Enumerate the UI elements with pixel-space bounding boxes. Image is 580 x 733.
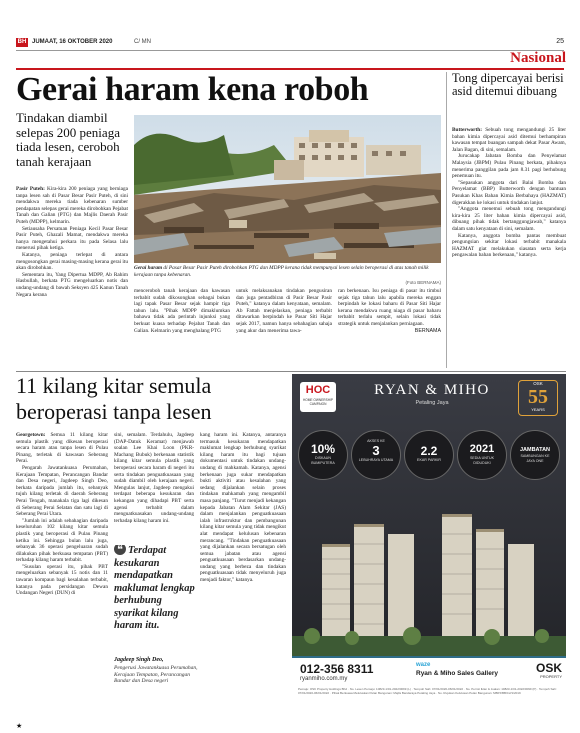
header-bar bbox=[16, 37, 564, 49]
story2-para: sini, semalam. Terdahulu, Jagdeep (DAP-Datuk Keramat) menjawab soalan Lee Khai Loon (PKR-Machang Bubuk) berkenaan statistik kilang kitar semula plastik yang beroperasi secara haram di negeri itu serta tindakan penguatkuasaan yang sudah diambil oleh kerajaan negeri. Mengulas lanjut, Jagdeep mengakui terdapat beberapa kesukaran dan kekangan yang dihadapi PBT serta agensi terbabit dalam menguatkuasakan undang-undang terhadap kilang haram ini. bbox=[114, 432, 194, 524]
quote-name: Jagdeep Singh Deo, bbox=[114, 657, 164, 663]
story1-column-4 bbox=[338, 288, 441, 368]
page-number: 25 bbox=[556, 38, 564, 45]
quote-mark-icon: ❝ bbox=[114, 545, 126, 555]
story2-para: "Susulan operasi itu, pihak PBT mengeluarkan sebanyak 15 notis dan 11 tawaran kompaun bagi kesalahan terbabit, katanya pada persidangan Dewan Undangan Negeri (DUN) di bbox=[16, 563, 108, 597]
story1-para: Sementara itu, Yang Dipertua MDPP, Ab Rahim Hasbullah, berkata PTG mengeluarkan notis dan undang-undang di bawah Seksyen 425 Kanun Tanah Negara kerana bbox=[16, 271, 128, 298]
side-headline: Tong dipercayai berisi asid ditemui dibuang bbox=[452, 72, 564, 98]
story2-para: kang haram ini. Katanya, antaranya termasuk kesukaran mendapatkan maklumat lengkap berhubung syarikat kilang haram itu bagi tujuan dokumentasi untuk tindakan undang-undang di mahkamah. Katanya, agensi berkenaan juga sukar mendapatkan bukti aktiviti atau kesalahan yang sedang dijalankan selain proses tindakan mahkamah yang mengambil masa panjang. "Turut menjadi kekangan kepada Jabatan Alam Sekitar (JAS) dalam menjalankan penguatkuasaan ialah infrastruktur dan pembangunan kilang kitar semula yang tidak mengikut alat mendapat kelulusan kebenaran merancang. "Tindakan penguatkuasaan yang dijalankan secara bersatugan oleh semua jabatan atau agensi penguatkuasaan berdasarkan undang-undang yang berbeza dan tindakan penguatkuasaan tidak menyeluruh juga menjadi faktor," katanya. bbox=[200, 432, 286, 584]
story1-para: menceroboh tanah kerajaan dan kawasan terbabit sudah dikosongkan sebagai bukan lagi tapak Pasar Besar sejak hampir tiga tahun lalu. "Pihak MDPP dimaklumkan bahawa tidak ada perintah injunksi yang berkuat kuasa terhadap Pejabat Tanah dan Galian. Kelmarin yang menghalang PTG bbox=[134, 288, 230, 334]
story1-dateline: Pasir Puteh: bbox=[16, 186, 45, 192]
osk-badge-sub: YEARS bbox=[531, 407, 545, 412]
hoc-caption: HOME OWNERSHIP CAMPAIGN bbox=[302, 398, 334, 406]
waze-icon: waze bbox=[416, 662, 431, 668]
advert-fine-print: Pemaju: OSK Property Holdings Bhd · No. Lesen Pemaju: 10823-1/01-2022/0099 (L) · Tempoh Sah: 07/01/2020-06/01/2022 · No. Permit Iklan & Jualan: 10823-1/01-2022/0099 (P) · Tempoh Sah: 07/01/2020-06/01/2022 · Pihak Berkuasa Meluluskan Pelan Bangunan: Majlis Bandaraya Petaling Jaya · No. Rujukan Kelulusan Pelan Bangunan: MBPJ/BB/C2/1/2019 bbox=[298, 688, 557, 695]
feature-value: 2021 bbox=[469, 443, 495, 455]
feature-label: SEDIA UNTUK DIDUDUKI bbox=[470, 456, 494, 465]
hoc-badge bbox=[300, 382, 336, 412]
side-dateline: Butterworth: bbox=[452, 127, 483, 133]
feature-circle bbox=[298, 430, 348, 480]
osk-55-badge bbox=[518, 380, 558, 416]
feature-circle bbox=[457, 430, 507, 480]
edition-mark: C/ MN bbox=[134, 39, 151, 45]
advert-phone[interactable]: 012-356 8311 bbox=[300, 662, 374, 676]
quote-title: Pengerusi Jawatankuasa Perumahan, Kerajaan Tempatan, Perancangan Bandar dan Desa negeri bbox=[114, 665, 198, 684]
story1-para: Setiausaha Persatuan Peniaga Kecil Pasar Besar Pasir Puteh, Ghazali Mamat, mendakwa mereka hanya mengetahui perkara itu pada Selasa lalu menerusi pihak ketiga. bbox=[16, 225, 128, 252]
feature-circle bbox=[404, 430, 454, 480]
demolition-photo bbox=[134, 115, 441, 263]
feature-circles bbox=[298, 430, 562, 482]
photo-credit: (Foto BERNAMA) bbox=[405, 280, 441, 285]
property-advert[interactable] bbox=[292, 374, 566, 718]
story1-para: untuk melaksanakan tindakan pengusiran dan juga pentadbiran di Pasir Besar Pasir Puteh," katanya dalam kenyataan, semalam. Ab Fattah menjelaskan, peniaga terbabit ditawarkan berpindah ke Pasar Siti Hajar sejak 2017, namun hanya sebahagian sahaja yang akur dan menerima tawa- bbox=[236, 288, 332, 334]
footer-star-icon: ★ bbox=[16, 722, 23, 730]
advert-location: Petaling Jaya bbox=[415, 400, 449, 406]
feature-value: 2.2 bbox=[420, 444, 438, 458]
feature-label: DISKAUN BUMIPUTERA bbox=[311, 456, 335, 465]
bh-logo: BH bbox=[17, 39, 27, 45]
feature-label: LEBUHRAYA UTAMA bbox=[358, 457, 394, 462]
story2-column-1 bbox=[16, 432, 108, 717]
story1-para: ran berkenaan. Isu peniaga di pasar itu timbul sejak tiga tahun lalu apabila mereka enggan berpindah ke lokasi baharu di Pasar Siti Hajar kerana mendakwa ruang niaga di pasar baharu terbabit terlalu sempit, selain lokasi tidak strategik untuk menjalankan perniagaan. bbox=[338, 288, 441, 327]
story1-para: Kira-kira 200 peniaga yang berniaga tanpa lesen sah di Pasar Besar Pasir Puteh, di sini mendakwa mereka tiada kebenaran sumber pendapatan selepas gerai mereka dirobohkan Pejabat Tanah dan Galian (PTG) dan Majlis Daerah Pasir Puteh (MDPP), kelmarin. bbox=[16, 186, 128, 225]
feature-value: 10% bbox=[310, 442, 336, 456]
caption-lead: Gerai haram bbox=[134, 265, 163, 271]
story1-deck: Tindakan diambil selepas 200 peniaga tiada lesen, ceroboh tanah kerajaan bbox=[16, 111, 120, 169]
issue-date: JUMAAT, 16 OKTOBER 2020 bbox=[32, 39, 113, 45]
advert-brand: RYAN & MIHO bbox=[374, 382, 490, 398]
waze-destination[interactable]: Ryan & Miho Sales Gallery bbox=[416, 670, 499, 677]
story2-para: Semua 11 kilang kitar semula plastik yang dikesan beroperasi secara haram atau tanpa lesen di Pulau Pinang, terletak di kawasan Seberang Perai. bbox=[16, 432, 108, 465]
story1-para: Katanya, peniaga terlepat di antara mengosongkan gerai masing-masing kerana gerai itu akan dirobohkan. bbox=[16, 251, 128, 272]
side-para: Katanya, anggota bomba pantas membuat pengungsian sekitar lokasi terbabit manakala HAZMAT giat melakukan siasatan serta kerja pengawalan bahan berkenaan," katanya. bbox=[452, 232, 566, 259]
quote-text: Terdapat kesukaran mendapatkan maklumat lengkap berhubung syarikat kilang haram itu. bbox=[114, 545, 195, 631]
story1-column-1 bbox=[16, 186, 128, 368]
osk-logo-text: OSK bbox=[535, 661, 562, 675]
section-label: Nasional bbox=[510, 50, 566, 66]
story2-headline: 11 kilang kitar semula beroperasi tanpa lesen bbox=[16, 373, 212, 424]
feature-circle bbox=[351, 430, 401, 480]
hoc-logo: HOC bbox=[305, 384, 331, 396]
feature-value: JAMBATAN bbox=[519, 447, 551, 453]
feature-value: 3 bbox=[372, 442, 380, 458]
feature-circle bbox=[510, 430, 560, 480]
story2-column-2 bbox=[114, 432, 194, 542]
side-body bbox=[452, 127, 566, 367]
story1-headline: Gerai haram kena roboh bbox=[16, 71, 369, 108]
feature-label: EKAR PARKIR bbox=[417, 458, 441, 462]
story2-dateline: Georgetown: bbox=[16, 432, 46, 438]
osk-badge-number: 55 bbox=[528, 386, 548, 408]
story1-column-2 bbox=[134, 288, 230, 368]
osk-badge-top: OSK bbox=[533, 381, 543, 386]
story1-tag: BERNAMA bbox=[414, 327, 441, 334]
photo-caption bbox=[134, 265, 441, 281]
story2-para: "Jumlah ini adalah sebahagian daripada keseluruhan 102 kilang kitar semula plastik yang beroperasi di Pulau Pinang ketika ini. Sehingga bulan lalu juga, sebanyak 36 operasi pengeluaran sudah dilakukan pihak berkuasa tempatan (PBT) terhadap kilang haram terbabit. bbox=[16, 517, 108, 564]
caption-text: di Pasar Besar Pasir Puteh dirobohkan PTG dan MDPP kerana tidak mempunyai lesen selain beroperasi di atas tanah milik kerajaan tanpa kebenaran. bbox=[134, 265, 429, 278]
story-divider bbox=[16, 371, 566, 372]
pull-quote bbox=[114, 545, 198, 717]
feature-top: AKSES KE bbox=[367, 439, 385, 443]
side-para: Sebuah tong mengandungi 25 liter bahan kimia dipercayai asid ditemui berhampiran kawasan tempat buangan sampah dekat Pasar Awam, Jalan Bagan, di sini, semalam. bbox=[452, 127, 566, 153]
story2-column-3 bbox=[200, 432, 286, 717]
story2-para: Pengarah Jawatankuasa Perumahan, Kerajaan Tempatan, Perancangan Bandar dan Desa negeri, Jagdeep Singh Deo, berkata daripada jumlah itu, sebanyak tujuh kilang terletak di daerah Seberang Perai Tengah, manakala tiga lagi dikesan di Seberang Perai Selatan dan satu lagi di Seberang Perai Utara. bbox=[16, 464, 108, 518]
side-para: "Anggota menemui sebuah tong mengandungi kira-kira 25 liter bahan kimia dipercayai asid, dibuang pihak tidak bertanggungjawab," katanya dalam satu kenyataan di sini, semalam. bbox=[452, 206, 566, 232]
advert-website[interactable]: ryanmiho.com.my bbox=[300, 676, 348, 682]
side-divider bbox=[446, 72, 447, 368]
feature-label: SAMBUNGAN KE JAYA ONE bbox=[520, 454, 550, 463]
osk-logo-sub: PROPERTY bbox=[540, 674, 562, 679]
story1-column-3 bbox=[236, 288, 332, 368]
side-para: Jurucakap Jabatan Bomba dan Penyelamat Malaysia (JBPM) Pulau Pinang berkata, pihaknya menerima panggilan pada jam 8.31 pagi berhubung penemuan itu. bbox=[452, 153, 566, 180]
osk-property-logo bbox=[518, 662, 562, 679]
side-para: "Sepasukan anggota dari Balai Bomba dan Penyelamat (BBP) Butterworth dengan bantuan Pasukan Khas Bahan Kimia Berbahaya (HAZMAT) digerakkan ke lokasi untuk tindakan lanjut. bbox=[452, 179, 566, 206]
